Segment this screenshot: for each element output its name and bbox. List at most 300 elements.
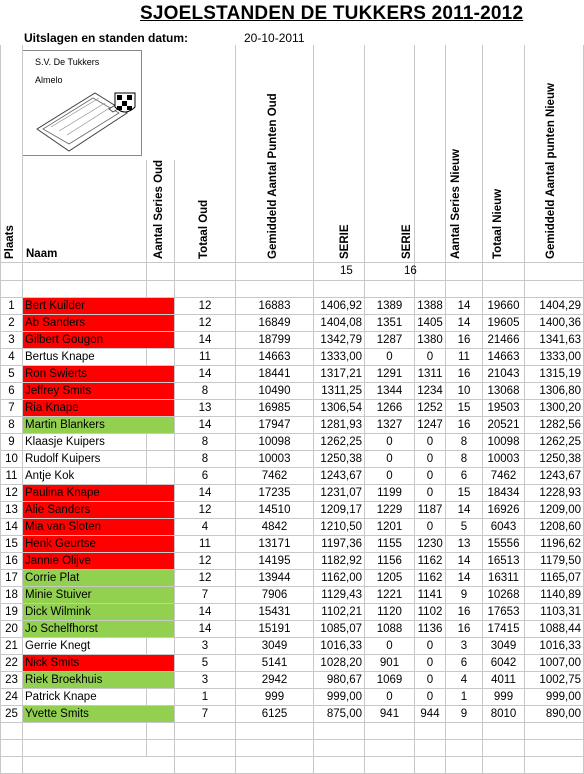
cell-gem-nieuw: 1341,63 bbox=[525, 332, 584, 349]
cell-plaats: 3 bbox=[1, 332, 23, 349]
cell-series-nieuw: 14 bbox=[446, 315, 483, 332]
logo-club-name: S.V. De Tukkers bbox=[35, 57, 100, 67]
cell-gem-oud: 980,67 bbox=[314, 672, 365, 689]
cell-naam: Corrie Plat bbox=[23, 570, 175, 587]
cell-serie-2: 0 bbox=[415, 655, 446, 672]
cell-plaats: 20 bbox=[1, 621, 23, 638]
cell-series-oud: 12 bbox=[175, 570, 236, 587]
standings-table bbox=[0, 297, 584, 774]
cell-totaal-nieuw: 10098 bbox=[483, 434, 525, 451]
empty-cell bbox=[314, 723, 365, 740]
cell-serie-2: 0 bbox=[415, 638, 446, 655]
empty-cell bbox=[446, 723, 483, 740]
cell-naam: Paulina Knape bbox=[23, 485, 175, 502]
empty-cell bbox=[415, 740, 446, 757]
cell-gem-oud: 1306,54 bbox=[314, 400, 365, 417]
cell-gem-nieuw: 1404,29 bbox=[525, 298, 584, 315]
cell-naam: Klaasje Kuipers bbox=[23, 434, 175, 451]
cell-gem-nieuw: 1315,19 bbox=[525, 366, 584, 383]
cell-totaal-oud: 16849 bbox=[236, 315, 314, 332]
cell-series-oud: 5 bbox=[175, 655, 236, 672]
cell-gem-nieuw: 1333,00 bbox=[525, 349, 584, 366]
table-row bbox=[1, 366, 584, 383]
cell-totaal-oud: 17947 bbox=[236, 417, 314, 434]
serie-2-number: 16 bbox=[404, 265, 417, 277]
cell-serie-2: 0 bbox=[415, 485, 446, 502]
cell-series-oud: 14 bbox=[175, 621, 236, 638]
cell-totaal-oud: 3049 bbox=[236, 638, 314, 655]
cell-gem-oud: 1250,38 bbox=[314, 451, 365, 468]
cell-gem-oud: 1182,92 bbox=[314, 553, 365, 570]
cell-serie-1: 0 bbox=[365, 468, 415, 485]
cell-serie-1: 0 bbox=[365, 434, 415, 451]
empty-row bbox=[1, 740, 584, 757]
cell-gem-oud: 1262,25 bbox=[314, 434, 365, 451]
cell-gem-nieuw: 1007,00 bbox=[525, 655, 584, 672]
cell-serie-2: 1141 bbox=[415, 587, 446, 604]
cell-totaal-nieuw: 21043 bbox=[483, 366, 525, 383]
cell-gem-oud: 875,00 bbox=[314, 706, 365, 723]
cell-gem-oud: 1333,00 bbox=[314, 349, 365, 366]
cell-totaal-nieuw: 19660 bbox=[483, 298, 525, 315]
date-value: 20-10-2011 bbox=[244, 31, 305, 45]
cell-naam: Ria Knape bbox=[23, 400, 175, 417]
cell-serie-2: 0 bbox=[415, 468, 446, 485]
cell-gem-nieuw: 890,00 bbox=[525, 706, 584, 723]
cell-totaal-oud: 17235 bbox=[236, 485, 314, 502]
cell-series-nieuw: 16 bbox=[446, 366, 483, 383]
cell-serie-1: 1201 bbox=[365, 519, 415, 536]
cell-serie-2: 0 bbox=[415, 689, 446, 706]
cell-gem-oud: 1243,67 bbox=[314, 468, 365, 485]
cell-totaal-nieuw: 17415 bbox=[483, 621, 525, 638]
cell-series-nieuw: 1 bbox=[446, 689, 483, 706]
cell-totaal-oud: 4842 bbox=[236, 519, 314, 536]
empty-cell bbox=[236, 757, 314, 774]
empty-cell bbox=[236, 740, 314, 757]
cell-series-oud: 13 bbox=[175, 400, 236, 417]
page-title: SJOELSTANDEN DE TUKKERS 2011-2012 bbox=[140, 3, 524, 24]
table-row bbox=[1, 417, 584, 434]
cell-serie-2: 0 bbox=[415, 519, 446, 536]
empty-cell bbox=[1, 757, 23, 774]
empty-cell bbox=[1, 740, 23, 757]
cell-series-oud: 7 bbox=[175, 706, 236, 723]
cell-totaal-nieuw: 6043 bbox=[483, 519, 525, 536]
table-row bbox=[1, 638, 584, 655]
table-row bbox=[1, 349, 584, 366]
empty-cell bbox=[175, 740, 236, 757]
cell-gem-nieuw: 1262,25 bbox=[525, 434, 584, 451]
club-logo bbox=[22, 50, 142, 156]
cell-series-nieuw: 13 bbox=[446, 536, 483, 553]
cell-serie-1: 1156 bbox=[365, 553, 415, 570]
cell-serie-2: 1247 bbox=[415, 417, 446, 434]
header-totaal-nieuw: Totaal Nieuw bbox=[492, 188, 504, 259]
cell-plaats: 2 bbox=[1, 315, 23, 332]
cell-series-nieuw: 9 bbox=[446, 706, 483, 723]
cell-totaal-oud: 16883 bbox=[236, 298, 314, 315]
table-row bbox=[1, 706, 584, 723]
cell-series-oud: 8 bbox=[175, 383, 236, 400]
cell-totaal-nieuw: 16513 bbox=[483, 553, 525, 570]
cell-naam: Jo Schelfhorst bbox=[23, 621, 175, 638]
cell-totaal-nieuw: 7462 bbox=[483, 468, 525, 485]
table-row bbox=[1, 485, 584, 502]
logo-city: Almelo bbox=[35, 75, 63, 85]
cell-gem-oud: 1016,33 bbox=[314, 638, 365, 655]
empty-cell bbox=[483, 723, 525, 740]
cell-naam: Gerrie Knegt bbox=[23, 638, 175, 655]
cell-totaal-nieuw: 19503 bbox=[483, 400, 525, 417]
cell-totaal-nieuw: 10268 bbox=[483, 587, 525, 604]
cell-serie-2: 1311 bbox=[415, 366, 446, 383]
cell-plaats: 18 bbox=[1, 587, 23, 604]
cell-serie-1: 0 bbox=[365, 451, 415, 468]
cell-totaal-oud: 18799 bbox=[236, 332, 314, 349]
cell-totaal-nieuw: 17653 bbox=[483, 604, 525, 621]
cell-gem-oud: 1406,92 bbox=[314, 298, 365, 315]
table-row bbox=[1, 587, 584, 604]
cell-gem-nieuw: 1209,00 bbox=[525, 502, 584, 519]
cell-totaal-oud: 5141 bbox=[236, 655, 314, 672]
cell-serie-2: 1230 bbox=[415, 536, 446, 553]
table-row bbox=[1, 519, 584, 536]
header-series-oud: Aantal Series Oud bbox=[153, 159, 165, 259]
cell-plaats: 19 bbox=[1, 604, 23, 621]
cell-series-oud: 14 bbox=[175, 485, 236, 502]
cell-totaal-oud: 15431 bbox=[236, 604, 314, 621]
empty-cell bbox=[525, 740, 584, 757]
table-row bbox=[1, 451, 584, 468]
cell-series-oud: 4 bbox=[175, 519, 236, 536]
cell-gem-oud: 1210,50 bbox=[314, 519, 365, 536]
cell-serie-2: 1102 bbox=[415, 604, 446, 621]
cell-series-oud: 12 bbox=[175, 298, 236, 315]
cell-naam: Ab Sanders bbox=[23, 315, 175, 332]
cell-plaats: 14 bbox=[1, 519, 23, 536]
empty-row bbox=[1, 723, 584, 740]
cell-serie-1: 1199 bbox=[365, 485, 415, 502]
cell-serie-2: 1388 bbox=[415, 298, 446, 315]
cell-plaats: 1 bbox=[1, 298, 23, 315]
cell-series-nieuw: 15 bbox=[446, 485, 483, 502]
cell-series-nieuw: 6 bbox=[446, 655, 483, 672]
cell-gem-nieuw: 999,00 bbox=[525, 689, 584, 706]
cell-gem-nieuw: 1400,36 bbox=[525, 315, 584, 332]
cell-gem-nieuw: 1243,67 bbox=[525, 468, 584, 485]
table-row bbox=[1, 672, 584, 689]
cell-totaal-oud: 7462 bbox=[236, 468, 314, 485]
cell-naam: Gilbert Gougon bbox=[23, 332, 175, 349]
cell-series-nieuw: 3 bbox=[446, 638, 483, 655]
header-gem-nieuw: Gemiddeld Aantal punten Nieuw bbox=[545, 83, 557, 259]
cell-gem-nieuw: 1208,60 bbox=[525, 519, 584, 536]
table-row bbox=[1, 570, 584, 587]
empty-cell bbox=[314, 740, 365, 757]
cell-naam: Jeffrey Smits bbox=[23, 383, 175, 400]
cell-gem-oud: 1404,08 bbox=[314, 315, 365, 332]
cell-naam: Dick Wilmink bbox=[23, 604, 175, 621]
cell-serie-2: 1162 bbox=[415, 553, 446, 570]
cell-totaal-nieuw: 4011 bbox=[483, 672, 525, 689]
table-row bbox=[1, 298, 584, 315]
cell-plaats: 11 bbox=[1, 468, 23, 485]
cell-serie-2: 1234 bbox=[415, 383, 446, 400]
cell-series-oud: 6 bbox=[175, 468, 236, 485]
cell-gem-nieuw: 1250,38 bbox=[525, 451, 584, 468]
header-naam: Naam bbox=[26, 248, 58, 260]
cell-gem-nieuw: 1165,07 bbox=[525, 570, 584, 587]
cell-plaats: 8 bbox=[1, 417, 23, 434]
cell-naam: Ron Swierts bbox=[23, 366, 175, 383]
cell-totaal-oud: 13171 bbox=[236, 536, 314, 553]
cell-totaal-nieuw: 3049 bbox=[483, 638, 525, 655]
cell-serie-1: 1266 bbox=[365, 400, 415, 417]
cell-series-oud: 3 bbox=[175, 638, 236, 655]
cell-totaal-oud: 16985 bbox=[236, 400, 314, 417]
cell-naam: Martin Blankers bbox=[23, 417, 175, 434]
cell-serie-2: 0 bbox=[415, 349, 446, 366]
cell-serie-2: 1136 bbox=[415, 621, 446, 638]
cell-totaal-oud: 15191 bbox=[236, 621, 314, 638]
cell-serie-1: 941 bbox=[365, 706, 415, 723]
cell-plaats: 24 bbox=[1, 689, 23, 706]
cell-gem-oud: 1085,07 bbox=[314, 621, 365, 638]
cell-gem-oud: 1311,25 bbox=[314, 383, 365, 400]
cell-series-nieuw: 14 bbox=[446, 553, 483, 570]
cell-serie-1: 0 bbox=[365, 689, 415, 706]
cell-naam: Yvette Smits bbox=[23, 706, 175, 723]
cell-series-oud: 14 bbox=[175, 417, 236, 434]
cell-serie-1: 1155 bbox=[365, 536, 415, 553]
cell-gem-nieuw: 1306,80 bbox=[525, 383, 584, 400]
cell-plaats: 25 bbox=[1, 706, 23, 723]
empty-cell bbox=[236, 723, 314, 740]
cell-series-nieuw: 5 bbox=[446, 519, 483, 536]
cell-plaats: 9 bbox=[1, 434, 23, 451]
header-serie-2: SERIE bbox=[401, 224, 413, 259]
table-row bbox=[1, 383, 584, 400]
cell-gem-oud: 1102,21 bbox=[314, 604, 365, 621]
empty-cell bbox=[175, 723, 236, 740]
cell-series-oud: 7 bbox=[175, 587, 236, 604]
cell-totaal-oud: 7906 bbox=[236, 587, 314, 604]
cell-series-nieuw: 11 bbox=[446, 349, 483, 366]
cell-series-nieuw: 4 bbox=[446, 672, 483, 689]
table-row bbox=[1, 689, 584, 706]
cell-series-nieuw: 14 bbox=[446, 570, 483, 587]
empty-cell bbox=[415, 757, 446, 774]
table-row bbox=[1, 655, 584, 672]
cell-gem-oud: 1129,43 bbox=[314, 587, 365, 604]
cell-serie-2: 1162 bbox=[415, 570, 446, 587]
table-row bbox=[1, 502, 584, 519]
cell-series-nieuw: 9 bbox=[446, 587, 483, 604]
cell-naam: Patrick Knape bbox=[23, 689, 175, 706]
cell-plaats: 4 bbox=[1, 349, 23, 366]
cell-serie-1: 0 bbox=[365, 638, 415, 655]
cell-totaal-oud: 18441 bbox=[236, 366, 314, 383]
header-serie-1: SERIE bbox=[339, 224, 351, 259]
empty-cell bbox=[23, 757, 175, 774]
cell-serie-1: 1088 bbox=[365, 621, 415, 638]
header-series-nieuw: Aantal Series Nieuw bbox=[450, 149, 462, 259]
cell-series-oud: 1 bbox=[175, 689, 236, 706]
cell-serie-1: 1291 bbox=[365, 366, 415, 383]
cell-plaats: 6 bbox=[1, 383, 23, 400]
cell-totaal-oud: 14195 bbox=[236, 553, 314, 570]
empty-cell bbox=[365, 757, 415, 774]
cell-totaal-nieuw: 8010 bbox=[483, 706, 525, 723]
empty-cell bbox=[446, 757, 483, 774]
cell-series-oud: 12 bbox=[175, 553, 236, 570]
table-row bbox=[1, 468, 584, 485]
cell-gem-oud: 1281,93 bbox=[314, 417, 365, 434]
cell-serie-1: 1287 bbox=[365, 332, 415, 349]
cell-serie-1: 1069 bbox=[365, 672, 415, 689]
table-row bbox=[1, 536, 584, 553]
cell-serie-1: 0 bbox=[365, 349, 415, 366]
cell-gem-oud: 1162,00 bbox=[314, 570, 365, 587]
cell-naam: Alie Sanders bbox=[23, 502, 175, 519]
empty-row bbox=[1, 757, 584, 774]
cell-plaats: 16 bbox=[1, 553, 23, 570]
cell-totaal-nieuw: 18434 bbox=[483, 485, 525, 502]
cell-plaats: 7 bbox=[1, 400, 23, 417]
empty-cell bbox=[1, 723, 23, 740]
cell-serie-1: 1351 bbox=[365, 315, 415, 332]
cell-plaats: 10 bbox=[1, 451, 23, 468]
cell-plaats: 13 bbox=[1, 502, 23, 519]
cell-totaal-nieuw: 19605 bbox=[483, 315, 525, 332]
cell-series-nieuw: 14 bbox=[446, 298, 483, 315]
cell-series-nieuw: 16 bbox=[446, 604, 483, 621]
cell-series-oud: 14 bbox=[175, 366, 236, 383]
cell-series-oud: 11 bbox=[175, 536, 236, 553]
cell-serie-2: 0 bbox=[415, 434, 446, 451]
cell-serie-1: 1120 bbox=[365, 604, 415, 621]
cell-naam: Riek Broekhuis bbox=[23, 672, 175, 689]
cell-gem-nieuw: 1300,20 bbox=[525, 400, 584, 417]
empty-cell bbox=[23, 723, 175, 740]
cell-gem-nieuw: 1088,44 bbox=[525, 621, 584, 638]
cell-serie-1: 1205 bbox=[365, 570, 415, 587]
cell-series-nieuw: 6 bbox=[446, 468, 483, 485]
cell-naam: Mia van Sloten bbox=[23, 519, 175, 536]
cell-gem-nieuw: 1228,93 bbox=[525, 485, 584, 502]
cell-serie-2: 0 bbox=[415, 672, 446, 689]
empty-cell bbox=[175, 757, 236, 774]
table-row bbox=[1, 553, 584, 570]
cell-series-oud: 8 bbox=[175, 451, 236, 468]
cell-serie-2: 1380 bbox=[415, 332, 446, 349]
empty-cell bbox=[483, 740, 525, 757]
cell-serie-2: 1187 bbox=[415, 502, 446, 519]
cell-series-nieuw: 8 bbox=[446, 434, 483, 451]
cell-naam: Bert Kuilder bbox=[23, 298, 175, 315]
cell-naam: Rudolf Kuipers bbox=[23, 451, 175, 468]
cell-series-nieuw: 15 bbox=[446, 400, 483, 417]
cell-serie-1: 1221 bbox=[365, 587, 415, 604]
cell-gem-oud: 999,00 bbox=[314, 689, 365, 706]
cell-totaal-nieuw: 16311 bbox=[483, 570, 525, 587]
cell-plaats: 22 bbox=[1, 655, 23, 672]
cell-totaal-oud: 2942 bbox=[236, 672, 314, 689]
empty-cell bbox=[483, 757, 525, 774]
table-row bbox=[1, 604, 584, 621]
cell-totaal-nieuw: 16926 bbox=[483, 502, 525, 519]
cell-totaal-nieuw: 13068 bbox=[483, 383, 525, 400]
cell-naam: Minie Stuiver bbox=[23, 587, 175, 604]
header-totaal-oud: Totaal Oud bbox=[198, 199, 210, 259]
cell-gem-oud: 1209,17 bbox=[314, 502, 365, 519]
cell-totaal-nieuw: 999 bbox=[483, 689, 525, 706]
cell-totaal-oud: 999 bbox=[236, 689, 314, 706]
cell-totaal-nieuw: 21466 bbox=[483, 332, 525, 349]
cell-totaal-oud: 6125 bbox=[236, 706, 314, 723]
cell-totaal-oud: 10490 bbox=[236, 383, 314, 400]
cell-totaal-nieuw: 15556 bbox=[483, 536, 525, 553]
table-row bbox=[1, 400, 584, 417]
date-label: Uitslagen en standen datum: bbox=[24, 31, 189, 45]
cell-totaal-oud: 13944 bbox=[236, 570, 314, 587]
cell-series-oud: 11 bbox=[175, 349, 236, 366]
cell-totaal-oud: 10098 bbox=[236, 434, 314, 451]
cell-totaal-nieuw: 10003 bbox=[483, 451, 525, 468]
cell-plaats: 15 bbox=[1, 536, 23, 553]
cell-naam: Antje Kok bbox=[23, 468, 175, 485]
cell-serie-2: 0 bbox=[415, 451, 446, 468]
cell-plaats: 5 bbox=[1, 366, 23, 383]
cell-gem-oud: 1317,21 bbox=[314, 366, 365, 383]
table-row bbox=[1, 332, 584, 349]
empty-cell bbox=[446, 740, 483, 757]
cell-totaal-oud: 10003 bbox=[236, 451, 314, 468]
table-row bbox=[1, 434, 584, 451]
cell-gem-nieuw: 1282,56 bbox=[525, 417, 584, 434]
cell-gem-oud: 1197,36 bbox=[314, 536, 365, 553]
header-gem-oud: Gemiddeld Aantal Punten Oud bbox=[267, 93, 279, 259]
cell-series-nieuw: 16 bbox=[446, 621, 483, 638]
table-row bbox=[1, 621, 584, 638]
cell-totaal-oud: 14663 bbox=[236, 349, 314, 366]
cell-gem-oud: 1028,20 bbox=[314, 655, 365, 672]
cell-naam: Bertus Knape bbox=[23, 349, 175, 366]
empty-cell bbox=[525, 757, 584, 774]
cell-totaal-nieuw: 6042 bbox=[483, 655, 525, 672]
cell-serie-2: 1252 bbox=[415, 400, 446, 417]
cell-series-nieuw: 8 bbox=[446, 451, 483, 468]
cell-series-nieuw: 10 bbox=[446, 383, 483, 400]
header-plaats: Plaats bbox=[4, 225, 16, 259]
cell-serie-1: 1389 bbox=[365, 298, 415, 315]
empty-cell bbox=[365, 740, 415, 757]
cell-totaal-oud: 14510 bbox=[236, 502, 314, 519]
cell-plaats: 21 bbox=[1, 638, 23, 655]
cell-gem-oud: 1231,07 bbox=[314, 485, 365, 502]
empty-cell bbox=[365, 723, 415, 740]
cell-series-oud: 14 bbox=[175, 332, 236, 349]
cell-series-oud: 14 bbox=[175, 604, 236, 621]
cell-plaats: 17 bbox=[1, 570, 23, 587]
cell-series-oud: 8 bbox=[175, 434, 236, 451]
cell-plaats: 12 bbox=[1, 485, 23, 502]
empty-cell bbox=[23, 740, 175, 757]
cell-series-nieuw: 14 bbox=[446, 502, 483, 519]
empty-cell bbox=[314, 757, 365, 774]
cell-series-oud: 12 bbox=[175, 315, 236, 332]
